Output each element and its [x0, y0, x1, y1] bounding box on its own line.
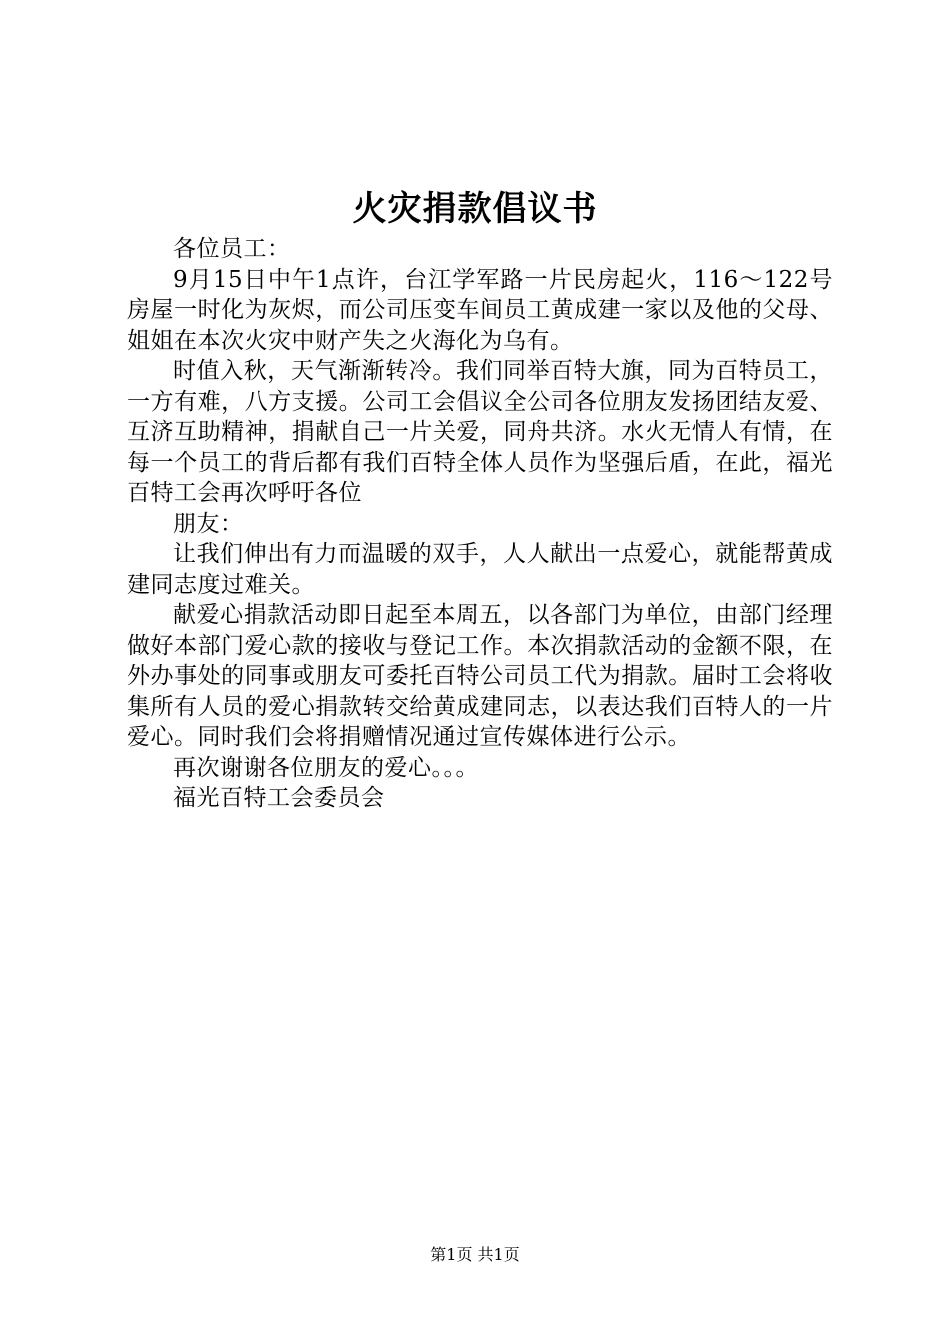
salutation: 各位员工： [173, 236, 291, 262]
paragraph-friends: 朋友： [173, 510, 244, 537]
document-body [127, 234, 833, 814]
paragraph-incident: 9月15日中午1点许，台江学军路一片民房起火，116～122号房屋一时化为灰烬，而公司压变车间员工黄成建一家以及他的父母、姐姐在本次火灾中财产失之火海化为乌有。 [127, 266, 833, 354]
paragraph-activity: 献爱心捐款活动即日起至本周五，以各部门为单位，由部门经理做好本部门爱心款的接收与登记工作。本次捐款活动的金额不限，在外办事处的同事或朋友可委托百特公司员工代为捐款。届时工会将收集所有人员的爱心捐款转交给黄成建同志，以表达我们百特人的一片爱心。同时我们会将捐赠情况通过宣传媒体进行公示。 [127, 602, 833, 750]
paragraph-help: 让我们伸出有力而温暖的双手，人人献出一点爱心，就能帮黄成建同志度过难关。 [127, 541, 833, 598]
paragraph-appeal: 时值入秋，天气渐渐转冷。我们同举百特大旗，同为百特员工，一方有难，八方支援。公司工会倡议全公司各位朋友发扬团结友爱、互济互助精神，捐献自己一片关爱，同舟共济。水火无情人有情，在每一个员工的背后都有我们百特全体人员作为坚强后盾，在此，福光百特工会再次呼吁各位 [127, 358, 833, 506]
document-title: 火灾捐款倡议书 [352, 189, 598, 229]
page-footer: 第1页 共1页 [430, 1245, 520, 1264]
paragraph-thanks: 再次谢谢各位朋友的爱心。。。 [173, 754, 479, 781]
signature: 福光百特工会委员会 [173, 785, 385, 811]
